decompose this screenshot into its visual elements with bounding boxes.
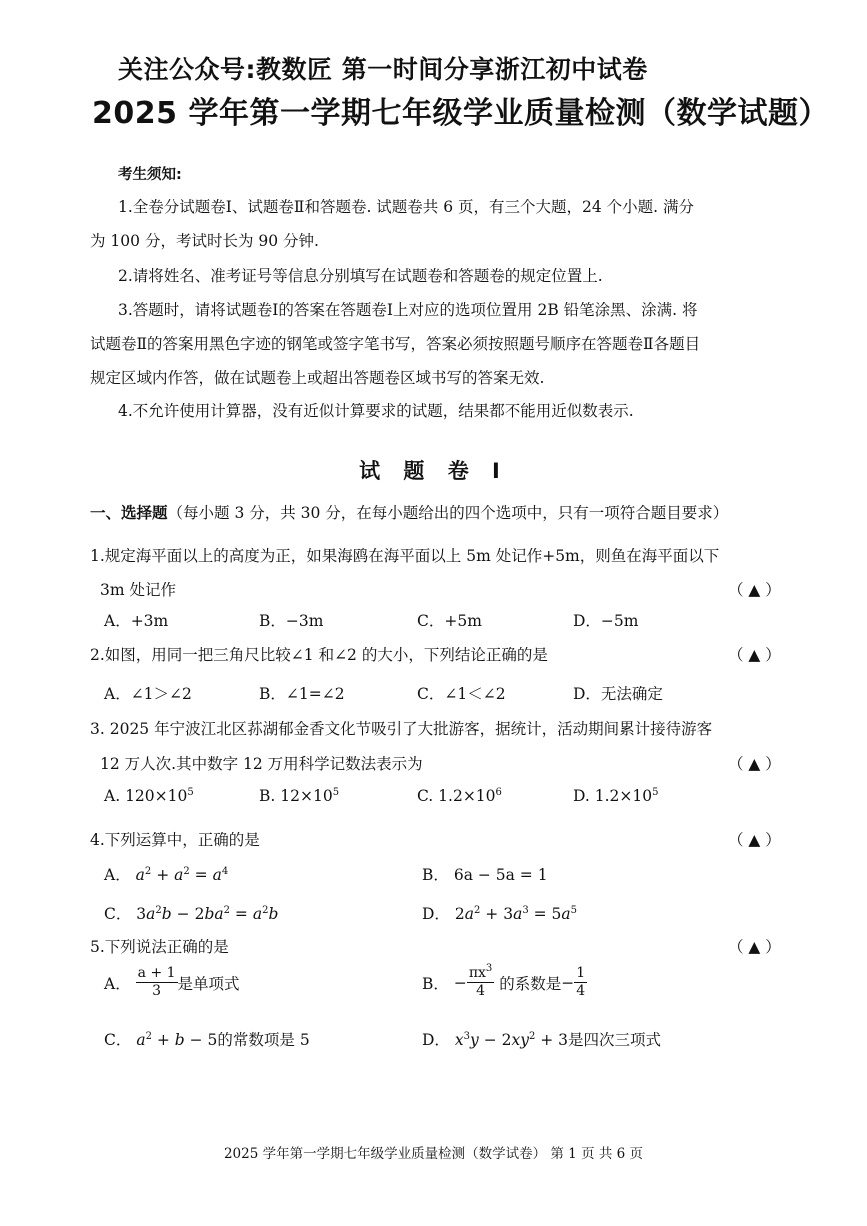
q4-option-d: D． $2a^2 + 3a^3 = 5a^5$ [422,905,578,923]
q1-option-a: A．+3m [104,612,169,630]
q5-option-b: B． − $\frac{\pi x^3}{4}$ 的系数是 − $\frac{1}{4}$ [422,963,586,999]
page-title: 2025 学年第一学期七年级学业质量检测（数学试题） [92,96,829,131]
notice-item-3c: 规定区域内作答，做在试题卷上或超出答题卷区域书写的答案无效. [90,369,545,387]
q5-option-c: C． $a^2 + b - 5$的常数项是 5 [104,1031,310,1049]
page-footer: 2025 学年第一学期七年级学业质量检测（数学试卷） 第 1 页 共 6 页 [223,1146,644,1162]
notice-item-3a: 3.答题时，请将试题卷Ⅰ的答案在答题卷Ⅰ上对应的选项位置用 2B 铅笔涂黑、涂满. 将 [118,301,698,319]
q1-answer-mark: （ ▲ ） [728,581,781,599]
q4-stem: 4.下列运算中，正确的是 [90,831,260,849]
notice-item-3b: 试题卷Ⅱ的答案用黑色字迹的钢笔或签字笔书写，答案必须按照题号顺序在答题卷Ⅱ各题目 [90,335,701,353]
notice-item-4: 4.不允许使用计算器，没有近似计算要求的试题，结果都不能用近似数表示. [118,402,634,420]
q3-option-c: C. $1.2\times 10^6$ [417,787,502,805]
notice-item-1b: 为 100 分，考试时长为 90 分钟. [90,232,319,250]
part1-heading [90,501,728,523]
q1-option-b: B．−3m [259,612,324,630]
q1-stem-line2: 3m 处记作 [100,581,176,599]
fraction: $\frac{\pi x^3}{4}$ [468,963,493,999]
q1-option-d: D．−5m [573,612,639,630]
q3-option-a: A. $120\times 10^5$ [104,787,194,805]
q2-answer-mark: （ ▲ ） [728,646,781,664]
q5-stem: 5.下列说法正确的是 [90,938,229,956]
q4-option-b: B． 6a − 5a = 1 [422,866,548,884]
q4-option-a: A． $a^2 + a^2 = a^4$ [104,866,229,884]
q1-stem-line1: 1.规定海平面以上的高度为正，如果海鸥在海平面以上 5m 处记作+5m，则鱼在海平面以下 [90,547,720,565]
q1-option-c: C．+5m [417,612,482,630]
q2-option-a: A．∠1＞∠2 [104,685,192,703]
q4-answer-mark: （ ▲ ） [728,831,781,849]
promo-header: 关注公众号:教数匠 第一时间分享浙江初中试卷 [118,55,648,84]
q3-option-b: B. $12\times 10^5$ [259,787,340,805]
notice-item-2: 2.请将姓名、准考证号等信息分别填写在试题卷和答题卷的规定位置上. [118,267,603,285]
notice-heading: 考生须知: [118,167,182,183]
part1-desc: （每小题 3 分，共 30 分，在每小题给出的四个选项中，只有一项符合题目要求） [167,504,729,522]
notice-item-1a: 1.全卷分试题卷Ⅰ、试题卷Ⅱ和答题卷. 试题卷共 6 页，有三个大题，24 个小题. 满分 [118,198,695,216]
q2-option-b: B．∠1=∠2 [259,685,345,703]
section-title: 试 题 卷 Ⅰ [359,459,508,483]
q5-option-a: A． $\frac{a + 1}{3}$ 是单项式 [104,965,240,999]
q3-option-d: D. $1.2\times 10^5$ [573,787,659,805]
q3-answer-mark: （ ▲ ） [728,755,781,773]
q2-option-c: C．∠1＜∠2 [417,685,506,703]
q3-stem-line2: 12 万人次.其中数字 12 万用科学记数法表示为 [100,755,423,773]
q2-stem: 2.如图，用同一把三角尺比较∠1 和∠2 的大小，下列结论正确的是 [90,646,548,664]
q5-answer-mark: （ ▲ ） [728,938,781,956]
fraction: $\frac{a + 1}{3}$ [137,965,176,999]
part1-label: 一、选择题 [90,504,168,522]
fraction: $\frac{1}{4}$ [576,965,586,999]
q3-stem-line1: 3. 2025 年宁波江北区荪湖郁金香文化节吸引了大批游客，据统计，活动期间累计接待游客 [90,720,713,738]
q4-option-c: C． $3a^2b - 2ba^2 = a^2b$ [104,905,279,923]
q2-option-d: D．无法确定 [573,685,663,703]
q5-option-d: D． $x^3y - 2xy^2 + 3$是四次三项式 [422,1031,662,1049]
